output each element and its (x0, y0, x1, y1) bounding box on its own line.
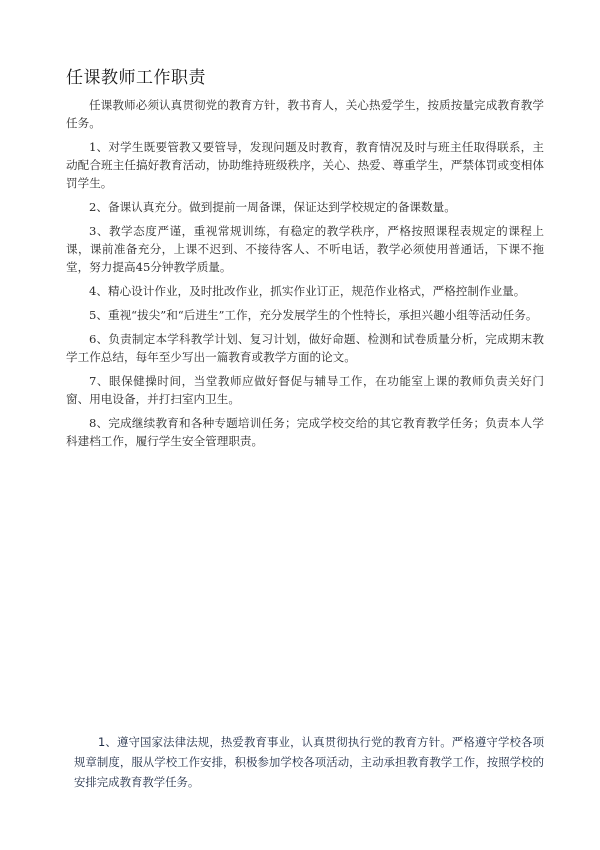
duty-item-1: 1、对学生既要管教又要管导，发现问题及时教育，教育情况及时与班主任取得联系，主动配合班主任搞好教育活动，协助维持班级秩序，关心、热爱、尊重学生，严禁体罚或变相体罚学生。 (66, 140, 544, 190)
duty-item-6: 6、负责制定本学科教学计划、复习计划，做好命题、检测和试卷质量分析，完成期末教学工作总结，每年至少写出一篇教育或教学方面的论文。 (66, 332, 544, 364)
duty-item-4: 4、精心设计作业，及时批改作业，抓实作业订正，规范作业格式，严格控制作业量。 (89, 284, 526, 298)
footer-note: 1、遵守国家法律法规，热爱教育事业，认真贯彻执行党的教育方针。严格遵守学校各项规章制度，服从学校工作安排，积极参加学校各项活动，主动承担教育教学工作，按照学校的安排完成教育教学任务。 (74, 735, 544, 789)
duty-item-5: 5、重视“拔尖”和“后进生”工作，充分发展学生的个性特长，承担兴趣小组等活动任务。 (89, 308, 538, 322)
duty-item-7: 7、眼保健操时间，当堂教师应做好督促与辅导工作，在功能室上课的教师负责关好门窗、用电设备，并打扫室内卫生。 (66, 374, 544, 406)
document-body (66, 96, 544, 456)
intro-paragraph: 任课教师必须认真贯彻党的教育方针，教书育人，关心热爱学生，按质按量完成教育教学任务。 (66, 98, 544, 130)
duty-item-3: 3、教学态度严谨，重视常规训练，有稳定的教学秩序，严格按照课程表规定的课程上课，课前准备充分，上课不迟到、不接待客人、不听电话，教学必须使用普通话，下课不拖堂，努力提高45分钟教学质量。 (66, 224, 544, 274)
duty-item-2: 2、备课认真充分。做到提前一周备课，保证达到学校规定的备课数量。 (89, 200, 456, 214)
document-title: 任课教师工作职责 (66, 68, 206, 88)
duty-item-8: 8、完成继续教育和各种专题培训任务；完成学校交给的其它教育教学任务；负责本人学科建档工作，履行学生安全管理职责。 (66, 416, 544, 448)
